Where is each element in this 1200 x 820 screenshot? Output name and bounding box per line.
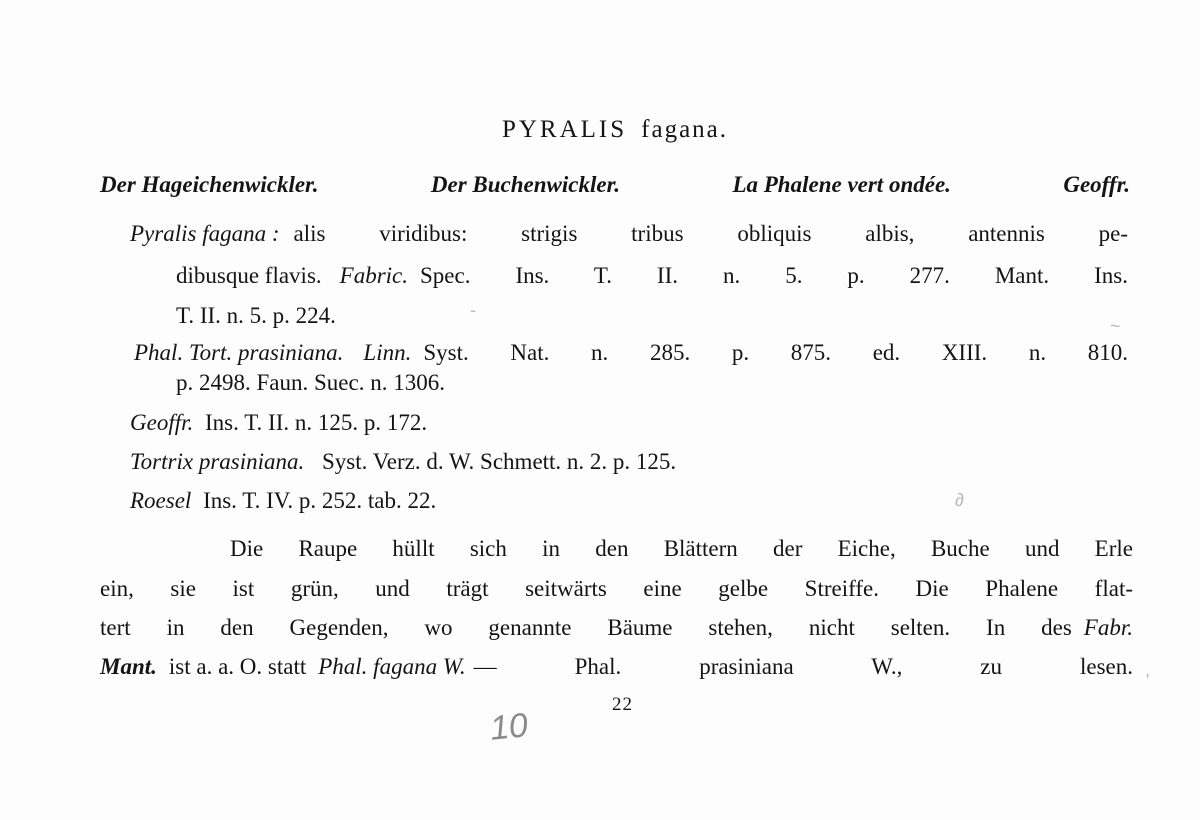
paper-speck: - (470, 300, 476, 320)
abbreviation-mant: Mant. (100, 654, 157, 679)
description-line-1 (230, 534, 1133, 564)
description-line-4 (100, 652, 1133, 682)
paper-speck: ~ (1110, 316, 1121, 336)
page-number: 22 (612, 694, 633, 715)
paper-speck: , (1145, 660, 1151, 680)
description-text: Die Raupe hüllt sich in den Blättern der Eiche, Buche und Erle (230, 536, 1133, 561)
reference-vienna (130, 447, 676, 477)
reference-text: Syst. Verz. d. W. Schmett. n. 2. p. 125. (322, 449, 677, 474)
species-name: fagana. (641, 116, 729, 143)
reference-linnaeus-line-2: p. 2498. Faun. Suec. n. 1306. (176, 370, 445, 395)
common-names-line (100, 170, 1130, 200)
reference-fabricius-line-1 (130, 219, 1128, 249)
description-text: tert in den Gegenden, wo genannte Bäume stehen, nicht selten. In des (100, 615, 1072, 640)
reference-text: Syst. Nat. n. 285. p. 875. ed. XIII. n. 810. (423, 340, 1128, 365)
abbreviation-fabr: Fabr. (1083, 615, 1133, 640)
reference-text: Ins. T. II. n. 125. p. 172. (205, 410, 428, 435)
synonym-name: Phal. Tort. prasiniana. (134, 340, 344, 365)
synonym-name: Roesel (130, 488, 192, 513)
reference-text: Ins. T. IV. p. 252. tab. 22. (203, 488, 437, 513)
description-line-2 (100, 574, 1133, 604)
synonym-name: Geoffr. (130, 410, 194, 435)
description-text: ein, sie ist grün, und trägt seitwärts eine gelbe Streiffe. Die Phalene flat- (100, 576, 1133, 601)
synonym-name: Phal. fagana W. (318, 654, 466, 679)
synonym-name: Pyralis fagana : (130, 221, 280, 246)
reference-roesel (130, 486, 436, 516)
common-name-4: Geoffr. (1063, 172, 1130, 197)
common-name-1: Der Hageichenwickler. (100, 172, 319, 197)
description-text: ist a. a. O. statt (168, 654, 307, 679)
description-text: — Phal. prasiniana W., zu lesen. (473, 654, 1133, 679)
synonym-name: Tortrix prasiniana. (130, 449, 305, 474)
author-name: Linn. (363, 340, 412, 365)
author-name: Fabric. (339, 263, 409, 288)
description-line-3 (100, 613, 1133, 643)
reference-geoffroy (130, 408, 427, 438)
common-name-2: Der Buchenwickler. (430, 172, 621, 197)
pencil-annotation: 10 (488, 706, 530, 748)
reference-text: dibusque flavis. (176, 263, 322, 288)
reference-text: alis viridibus: strigis tribus obliquis albis, antennis pe- (293, 221, 1128, 246)
reference-fabricius-line-2 (176, 261, 1128, 291)
paper-speck: ∂ (955, 490, 964, 510)
reference-linnaeus-line-1 (134, 338, 1128, 368)
genus-name: PYRALIS (501, 116, 628, 143)
common-name-3: La Phalene vert ondée. (732, 172, 951, 197)
reference-text: Spec. Ins. T. II. n. 5. p. 277. Mant. Ins. (420, 263, 1128, 288)
species-heading (0, 116, 1200, 144)
reference-fabricius-line-3: T. II. n. 5. p. 224. (176, 303, 336, 328)
